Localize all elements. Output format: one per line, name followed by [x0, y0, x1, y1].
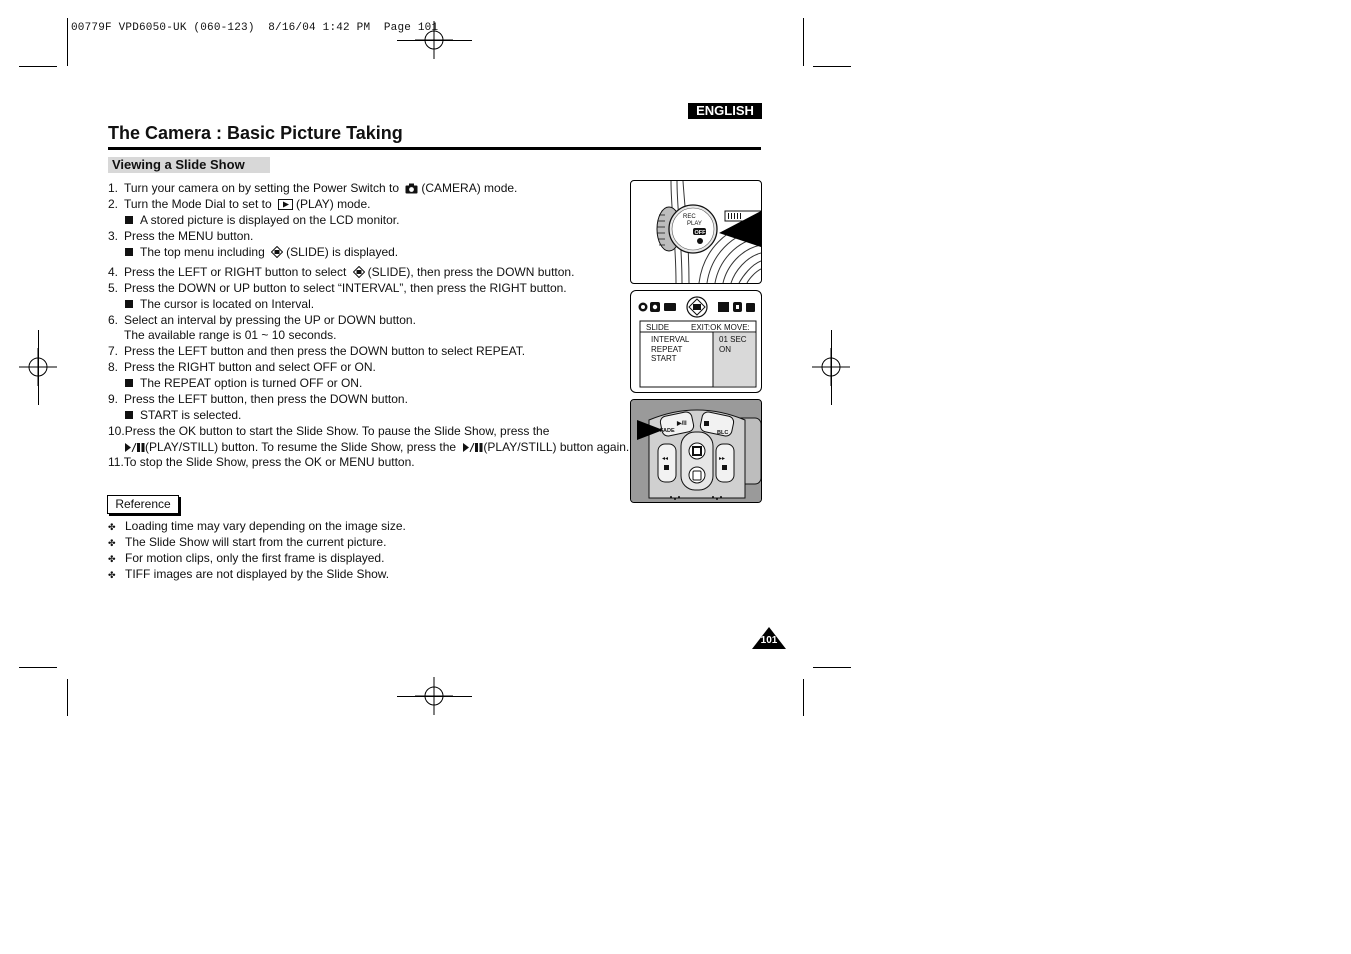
note-item	[108, 567, 389, 581]
bullet-square	[125, 411, 133, 419]
step-5	[108, 281, 567, 295]
lcd-item-interval: INTERVAL	[651, 335, 690, 344]
play-still-icon	[125, 443, 145, 452]
crop-mark	[38, 330, 39, 405]
step-4	[108, 265, 574, 279]
step-text: Press the DOWN or UP button to select “INTERVAL”, then press the RIGHT button.	[124, 281, 567, 295]
cross-bullet-icon: ✤	[108, 522, 116, 532]
step-number: 1.	[108, 181, 119, 195]
section-heading: Viewing a Slide Show	[108, 157, 270, 173]
slide-icon	[353, 266, 365, 278]
lcd-item-start: START	[651, 354, 677, 363]
crop-mark	[67, 679, 68, 716]
crop-mark	[19, 667, 57, 668]
play-mode-icon	[278, 199, 293, 210]
note-text: For motion clips, only the first frame is displayed.	[125, 551, 385, 565]
language-badge: ENGLISH	[688, 103, 762, 119]
step-number: 7.	[108, 344, 119, 358]
step-text: Press the RIGHT button and select OFF or ON.	[124, 360, 376, 374]
step-number: 4.	[108, 265, 119, 279]
page-number: 101	[760, 635, 778, 646]
note-item	[108, 519, 406, 533]
note-text: (SLIDE) is displayed.	[286, 245, 399, 259]
bullet-square	[125, 379, 133, 387]
svg-text:▸▸: ▸▸	[719, 455, 726, 462]
step-9	[108, 392, 408, 406]
step-text: Select an interval by pressing the UP or DOWN button.	[124, 313, 416, 327]
step-2-note	[125, 213, 399, 227]
step-text: (PLAY/STILL) button again.	[483, 440, 630, 454]
crop-mark	[831, 330, 832, 405]
lcd-move-hint: MOVE:	[724, 323, 750, 332]
step-10-continuation	[125, 440, 629, 454]
note-item	[108, 551, 384, 565]
step-8	[108, 360, 376, 374]
title-rule	[108, 147, 761, 150]
step-6-continuation: The available range is 01 ~ 10 seconds.	[124, 328, 337, 342]
step-6	[108, 313, 416, 327]
note-text: The REPEAT option is turned OFF or ON.	[140, 376, 363, 390]
step-text: Press the OK button to start the Slide Show. To pause the Slide Show, press the	[124, 424, 550, 438]
lcd-title: SLIDE	[646, 323, 670, 332]
step-8-note	[125, 376, 362, 390]
cross-bullet-icon: ✤	[108, 538, 116, 548]
step-text: Press the LEFT or RIGHT button to select	[124, 265, 347, 279]
note-text: A stored picture is displayed on the LCD monitor.	[140, 213, 400, 227]
crop-mark	[397, 696, 472, 697]
crop-mark	[803, 18, 804, 66]
crop-mark	[19, 66, 57, 67]
lcd-value-repeat: ON	[719, 345, 731, 354]
page-title: The Camera : Basic Picture Taking	[108, 123, 403, 143]
fade-button-label: FADE	[660, 428, 675, 434]
step-text: Turn your camera on by setting the Power Switch to	[124, 181, 400, 195]
crop-mark	[813, 66, 851, 67]
step-text: Press the MENU button.	[124, 229, 254, 243]
svg-text:◂◂: ◂◂	[662, 455, 669, 462]
step-text: (CAMERA) mode.	[421, 181, 518, 195]
note-text: The Slide Show will start from the current picture.	[125, 535, 387, 549]
slide-icon	[271, 246, 283, 258]
cross-bullet-icon: ✤	[108, 570, 116, 580]
note-item	[108, 535, 386, 549]
crop-mark	[67, 18, 68, 66]
step-number: 8.	[108, 360, 119, 374]
bullet-square	[125, 300, 133, 308]
note-text: The cursor is located on Interval.	[140, 297, 315, 311]
step-5-note	[125, 297, 314, 311]
crop-mark	[803, 679, 804, 716]
cross-bullet-icon: ✤	[108, 554, 116, 564]
dial-play-label: PLAY	[687, 221, 702, 227]
lcd-exit-hint: EXIT:OK	[691, 323, 722, 332]
delete-button	[689, 467, 705, 483]
step-number: 5.	[108, 281, 119, 295]
step-text: Press the LEFT button, then press the DOWN button.	[124, 392, 408, 406]
crop-mark	[397, 40, 472, 41]
bullet-square	[125, 248, 133, 256]
step-2	[108, 197, 370, 211]
dial-rec-label: REC	[683, 214, 696, 220]
step-text: Turn the Mode Dial to set to	[124, 197, 272, 211]
step-10	[108, 424, 549, 438]
reference-label: Reference	[107, 495, 179, 514]
play-still-button-label: ▶/II	[677, 421, 687, 427]
step-9-note	[125, 408, 241, 422]
print-header: 00779F VPD6050-UK (060-123) 8/16/04 1:42 PM Page 101	[71, 22, 439, 34]
note-text: The top menu including	[140, 245, 265, 259]
step-number: 11.	[108, 455, 124, 469]
mode-dial-illustration	[630, 180, 762, 284]
step-number: 6.	[108, 313, 119, 327]
step-text: Press the LEFT button and then press the DOWN button to select REPEAT.	[124, 344, 526, 358]
play-still-icon	[463, 443, 483, 452]
dial-off-label: OFF	[694, 229, 706, 236]
step-3-note	[125, 245, 398, 259]
step-text: (PLAY) mode.	[295, 197, 371, 211]
bullet-square	[125, 216, 133, 224]
step-11	[108, 455, 415, 469]
step-number: 3.	[108, 229, 119, 243]
crop-mark	[813, 667, 851, 668]
step-1	[108, 181, 517, 195]
step-number: 9.	[108, 392, 119, 406]
step-number: 2.	[108, 197, 119, 211]
step-text: (PLAY/STILL) button. To resume the Slide Show, press the	[145, 440, 457, 454]
step-3	[108, 229, 253, 243]
step-text: To stop the Slide Show, press the OK or MENU button.	[123, 455, 415, 469]
lcd-item-repeat: REPEAT	[651, 345, 683, 354]
step-number: 10.	[108, 424, 125, 438]
step-text: (SLIDE), then press the DOWN button.	[367, 265, 575, 279]
camera-icon	[405, 183, 418, 194]
lcd-value-interval: 01 SEC	[719, 335, 747, 344]
lcd-menu-illustration	[630, 290, 762, 393]
note-text: TIFF images are not displayed by the Slide Show.	[125, 567, 390, 581]
note-text: Loading time may vary depending on the image size.	[125, 519, 406, 533]
note-text: START is selected.	[140, 408, 242, 422]
step-7	[108, 344, 525, 358]
control-buttons-illustration	[630, 399, 762, 503]
blc-button-label: BLC	[717, 430, 729, 436]
